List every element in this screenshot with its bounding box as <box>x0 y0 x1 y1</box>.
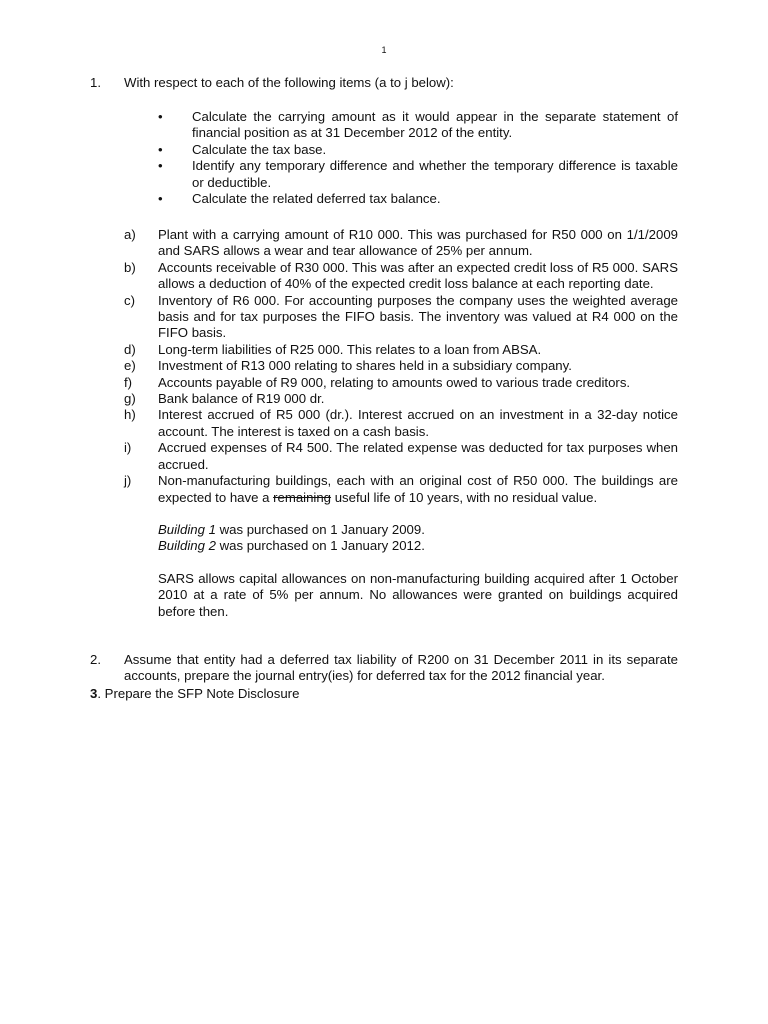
question-2 <box>90 652 678 685</box>
item-text: Bank balance of R19 000 dr. <box>158 391 325 407</box>
question-3-text: . Prepare the SFP Note Disclosure <box>97 686 300 701</box>
bullet-icon: • <box>158 109 163 124</box>
item-text: Inventory of R6 000. For accounting purposes the company uses the weighted average basis and for tax purposes the FIFO basis. The inventory was valued at R4 000 on the FIFO basis. <box>158 292 678 341</box>
item-text: Accrued expenses of R4 500. The related expense was deducted for tax purposes when accrued. <box>158 440 678 472</box>
item-f <box>124 375 678 391</box>
item-text: Investment of R13 000 relating to shares held in a subsidiary company. <box>158 358 572 374</box>
bullet-icon: • <box>158 191 163 207</box>
item-text: Accounts receivable of R30 000. This was after an expected credit loss of R5 000. SARS allows a deduction of 40% of the expected credit loss balance at each reporting date. <box>158 259 678 292</box>
item-j-text-before: Non-manufacturing buildings, each with an original cost of R50 000. The buildings are expected to have a <box>158 473 678 505</box>
question-2-number: 2. <box>90 652 101 667</box>
item-letter: g) <box>124 391 136 407</box>
struck-word: remaining <box>273 489 332 505</box>
item-letter: a) <box>124 227 136 242</box>
question-1 <box>90 75 680 91</box>
item-text: Accounts payable of R9 000, relating to amounts owed to various trade creditors. <box>158 374 631 390</box>
page-number: 1 <box>381 45 387 55</box>
item-letter: e) <box>124 358 136 374</box>
question-3 <box>90 686 678 702</box>
item-b <box>124 260 678 293</box>
building-2-line <box>158 538 678 554</box>
item-d <box>124 342 678 358</box>
instruction-bullet-list <box>158 109 678 207</box>
instruction-bullet <box>158 158 678 191</box>
item-letter: j) <box>124 473 132 489</box>
question-1-number: 1. <box>90 75 101 90</box>
item-letter: h) <box>124 407 136 423</box>
instruction-bullet-text: Calculate the carrying amount as it would appear in the separate statement of financial position as at 31 December 2012 of the entity. <box>192 109 678 141</box>
item-g <box>124 391 678 407</box>
instruction-bullet <box>158 109 678 142</box>
sars-allowance-text: SARS allows capital allowances on non-manufacturing building acquired after 1 October 2010 at a rate of 5% per annum. No allowances were granted on buildings acquired before then. <box>158 570 678 619</box>
item-j <box>124 473 678 506</box>
instruction-bullet <box>158 191 678 207</box>
item-a <box>124 227 678 260</box>
building-1-name: Building 1 <box>158 521 216 537</box>
item-letter: i) <box>124 440 132 456</box>
item-letter: b) <box>124 259 136 275</box>
question-1-text: With respect to each of the following items (a to j below): <box>124 75 454 90</box>
sars-allowance-note <box>124 571 678 620</box>
building-1-text: was purchased on 1 January 2009. <box>215 521 425 537</box>
instruction-bullet-text: Calculate the related deferred tax balance. <box>192 191 441 207</box>
item-list <box>124 227 678 620</box>
item-text: Long-term liabilities of R25 000. This relates to a loan from ABSA. <box>158 341 542 357</box>
item-letter: c) <box>124 292 135 308</box>
building-purchase-dates <box>124 522 678 555</box>
item-letter: d) <box>124 341 136 357</box>
instruction-bullet <box>158 142 678 158</box>
instruction-bullet-text: Calculate the tax base. <box>192 141 327 157</box>
item-i <box>124 440 678 473</box>
building-2-name: Building 2 <box>158 538 216 554</box>
bullet-icon: • <box>158 158 163 174</box>
building-1-line <box>158 522 678 538</box>
bullet-icon: • <box>158 141 163 157</box>
question-2-text: Assume that entity had a deferred tax liability of R200 on 31 December 2011 in its separate accounts, prepare the journal entry(ies) for deferred tax for the 2012 financial year. <box>124 652 678 684</box>
question-3-number: 3 <box>90 686 98 701</box>
item-j-text-after: useful life of 10 years, with no residual value. <box>331 489 598 505</box>
item-text: Interest accrued of R5 000 (dr.). Interest accrued on an investment in a 32-day notice account. The interest is taxed on a cash basis. <box>158 407 678 439</box>
item-h <box>124 407 678 440</box>
item-text: Plant with a carrying amount of R10 000. This was purchased for R50 000 on 1/1/2009 and SARS allows a wear and tear allowance of 25% per annum. <box>158 227 678 259</box>
instruction-bullet-text: Identify any temporary difference and whether the temporary difference is taxable or deductible. <box>192 158 678 190</box>
item-c <box>124 293 678 342</box>
building-2-text: was purchased on 1 January 2012. <box>215 538 425 554</box>
item-e <box>124 358 678 374</box>
item-letter: f) <box>124 374 133 390</box>
